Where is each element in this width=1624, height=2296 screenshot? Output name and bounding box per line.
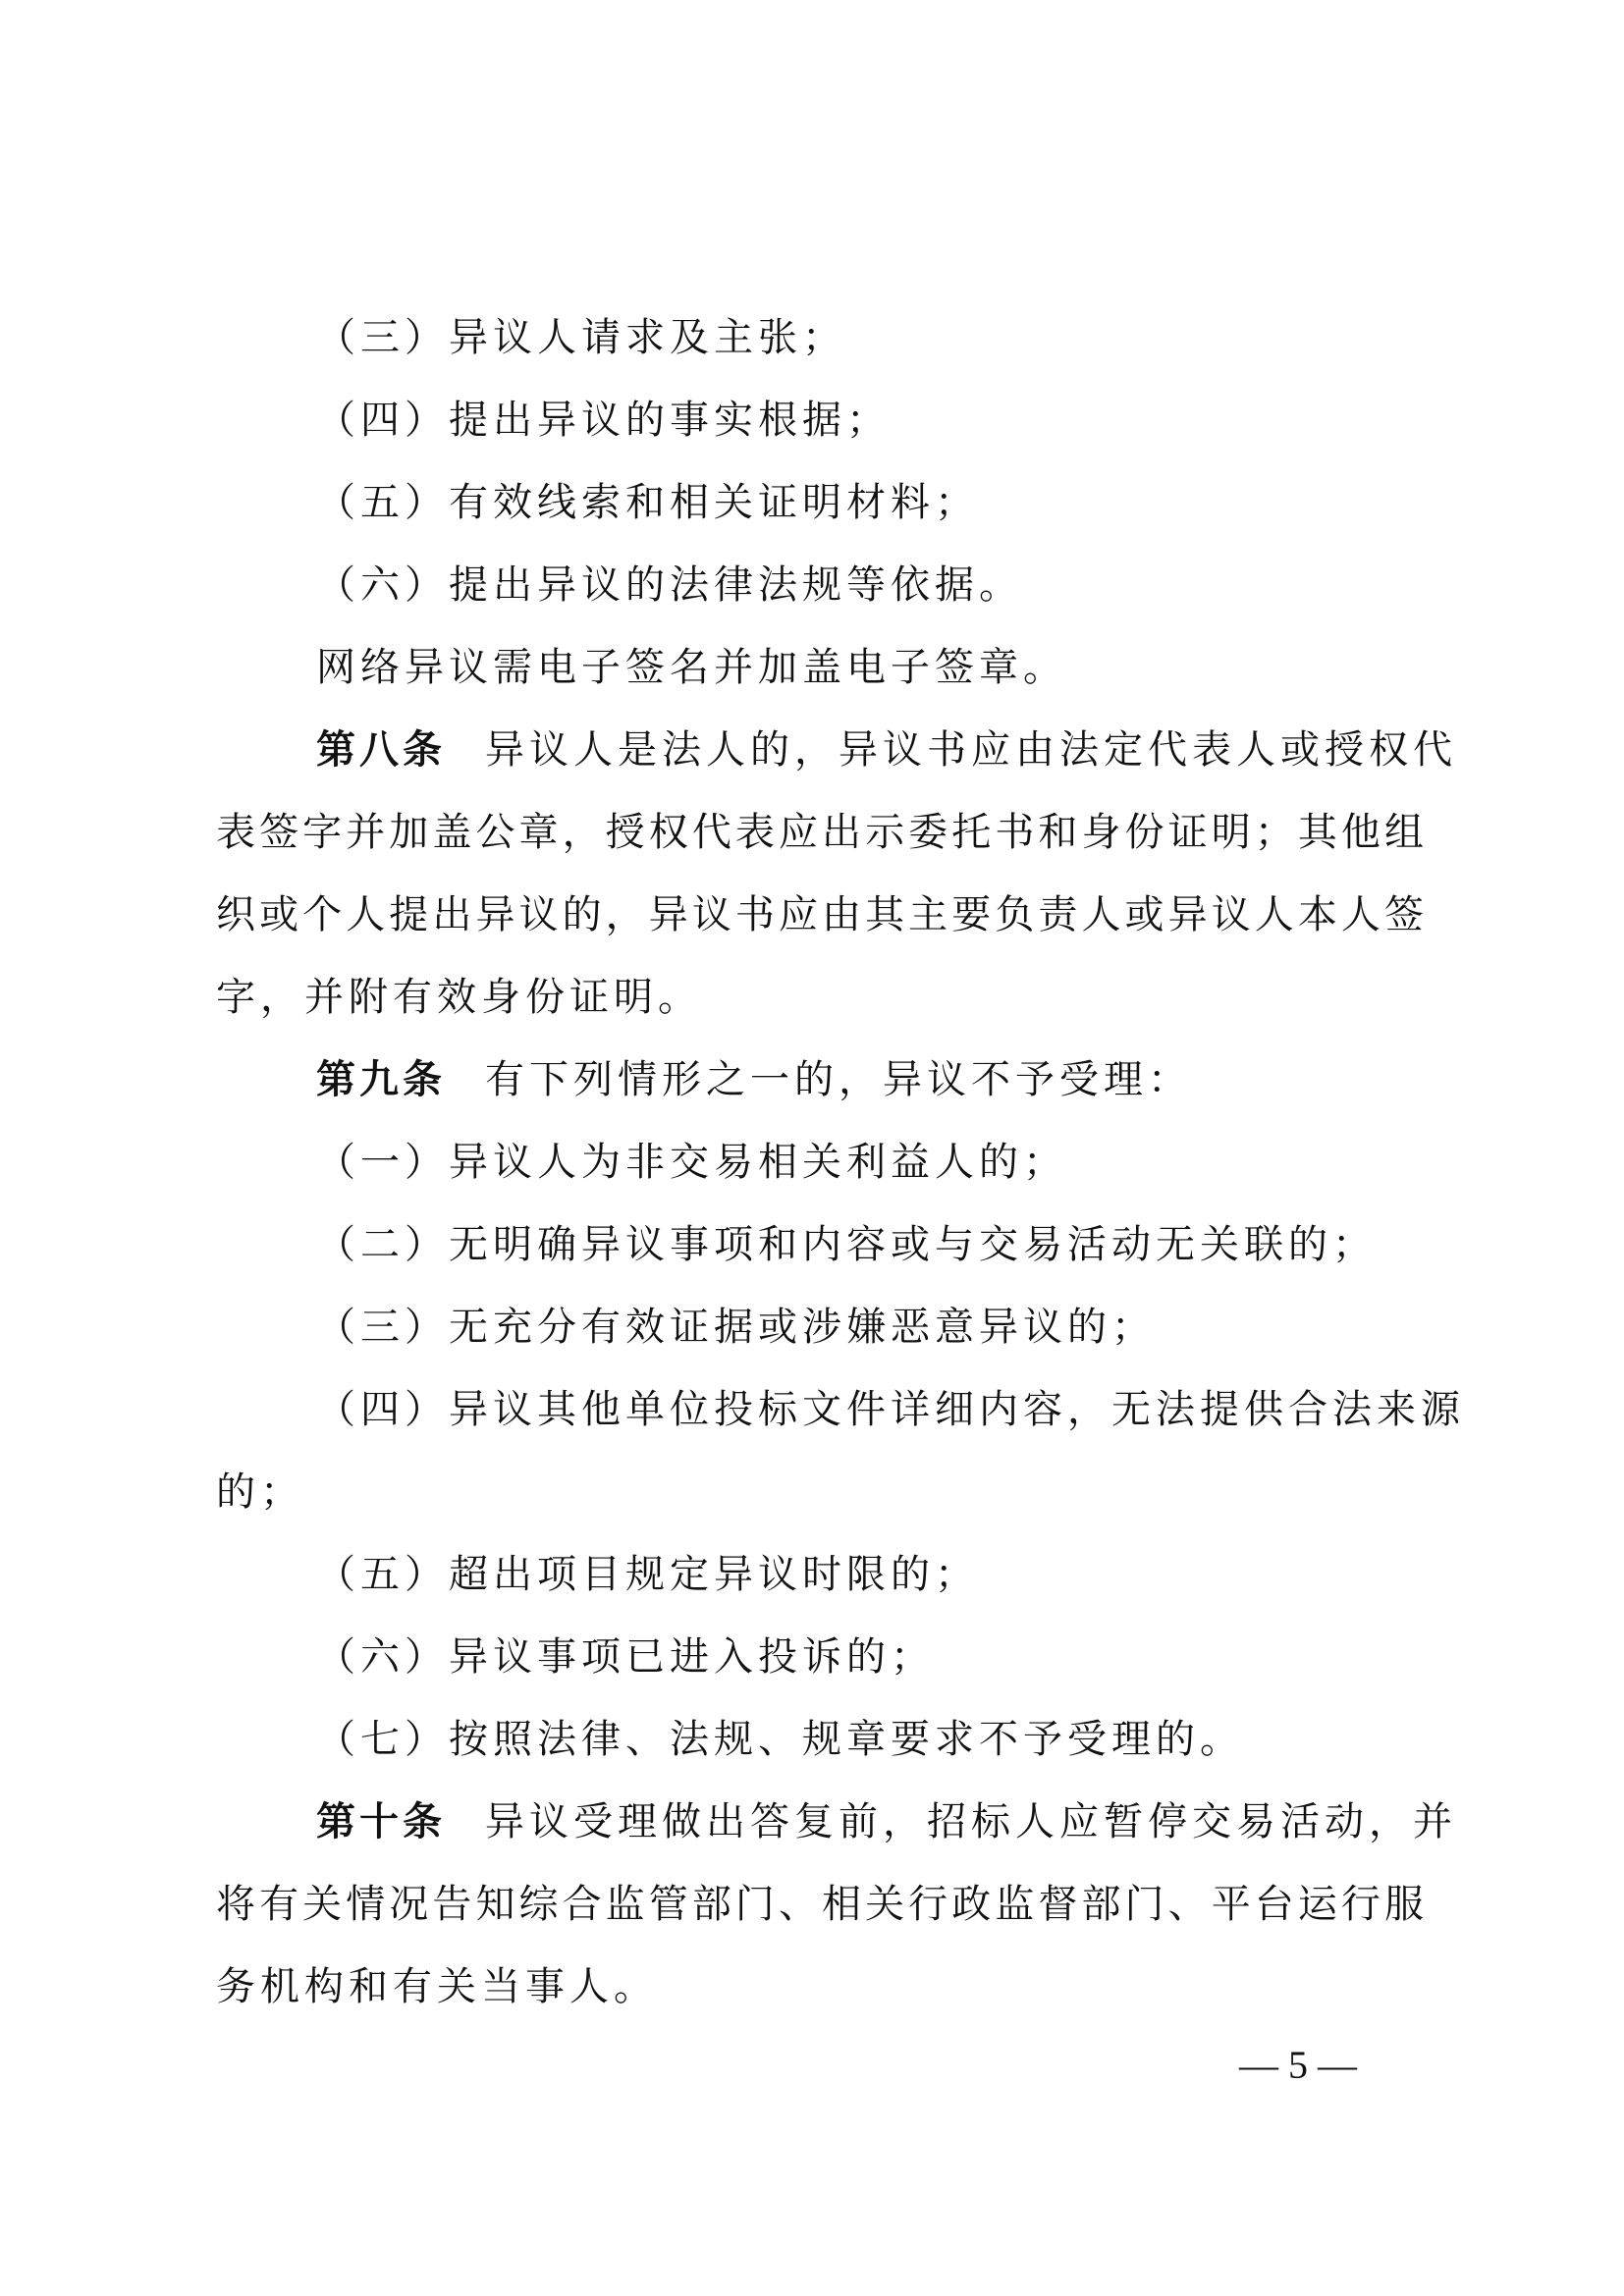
- article-10-heading: 第十条: [316, 1799, 446, 1844]
- article-9-item-1: （一）异议人为非交易相关利益人的；: [316, 1140, 1067, 1185]
- article-9-heading: 第九条: [316, 1057, 446, 1102]
- article-9-intro: 有下列情形之一的，异议不予受理：: [485, 1057, 1192, 1102]
- article-9-item-3: （三）无充分有效证据或涉嫌恶意异议的；: [316, 1305, 1156, 1350]
- paragraph-item-3: （三）异议人请求及主张；: [316, 315, 846, 360]
- article-8-first-line: [316, 726, 1457, 774]
- article-8-text-3: 织或个人提出异议的，异议书应由其主要负责人或异议人本人签: [216, 892, 1424, 937]
- article-9-item-2: （二）无明确异议事项和内容或与交易活动无关联的；: [316, 1222, 1377, 1267]
- article-10-first-line: [316, 1798, 1457, 1845]
- article-10-text-1: 异议受理做出答复前，招标人应暂停交易活动，并: [485, 1799, 1457, 1844]
- article-9-item-4-cont: 的；: [216, 1469, 304, 1515]
- article-9-item-6: （六）异议事项已进入投诉的；: [316, 1634, 935, 1680]
- article-9-first-line: [316, 1056, 1192, 1103]
- article-8-text-4: 字，并附有效身份证明。: [216, 975, 702, 1020]
- paragraph-network-objection: 网络异议需电子签名并加盖电子签章。: [316, 645, 1067, 690]
- article-8-text-1: 异议人是法人的，异议书应由法定代表人或授权代: [485, 727, 1457, 773]
- article-9-item-4: （四）异议其他单位投标文件详细内容，无法提供合法来源: [316, 1387, 1465, 1432]
- article-8-heading: 第八条: [316, 727, 446, 773]
- article-8-text-2: 表签字并加盖公章，授权代表应出示委托书和身份证明；其他组: [216, 810, 1424, 855]
- page-number: — 5 —: [1239, 2043, 1357, 2087]
- paragraph-item-6: （六）提出异议的法律法规等依据。: [316, 562, 1023, 608]
- article-9-item-5: （五）超出项目规定异议时限的；: [316, 1552, 979, 1597]
- article-10-text-2: 将有关情况告知综合监管部门、相关行政监督部门、平台运行服: [216, 1882, 1424, 1927]
- paragraph-item-4: （四）提出异议的事实根据；: [316, 398, 891, 443]
- article-9-item-7: （七）按照法律、法规、规章要求不予受理的。: [316, 1717, 1244, 1762]
- article-10-text-3: 务机构和有关当事人。: [216, 1964, 658, 2009]
- paragraph-item-5: （五）有效线索和相关证明材料；: [316, 480, 979, 525]
